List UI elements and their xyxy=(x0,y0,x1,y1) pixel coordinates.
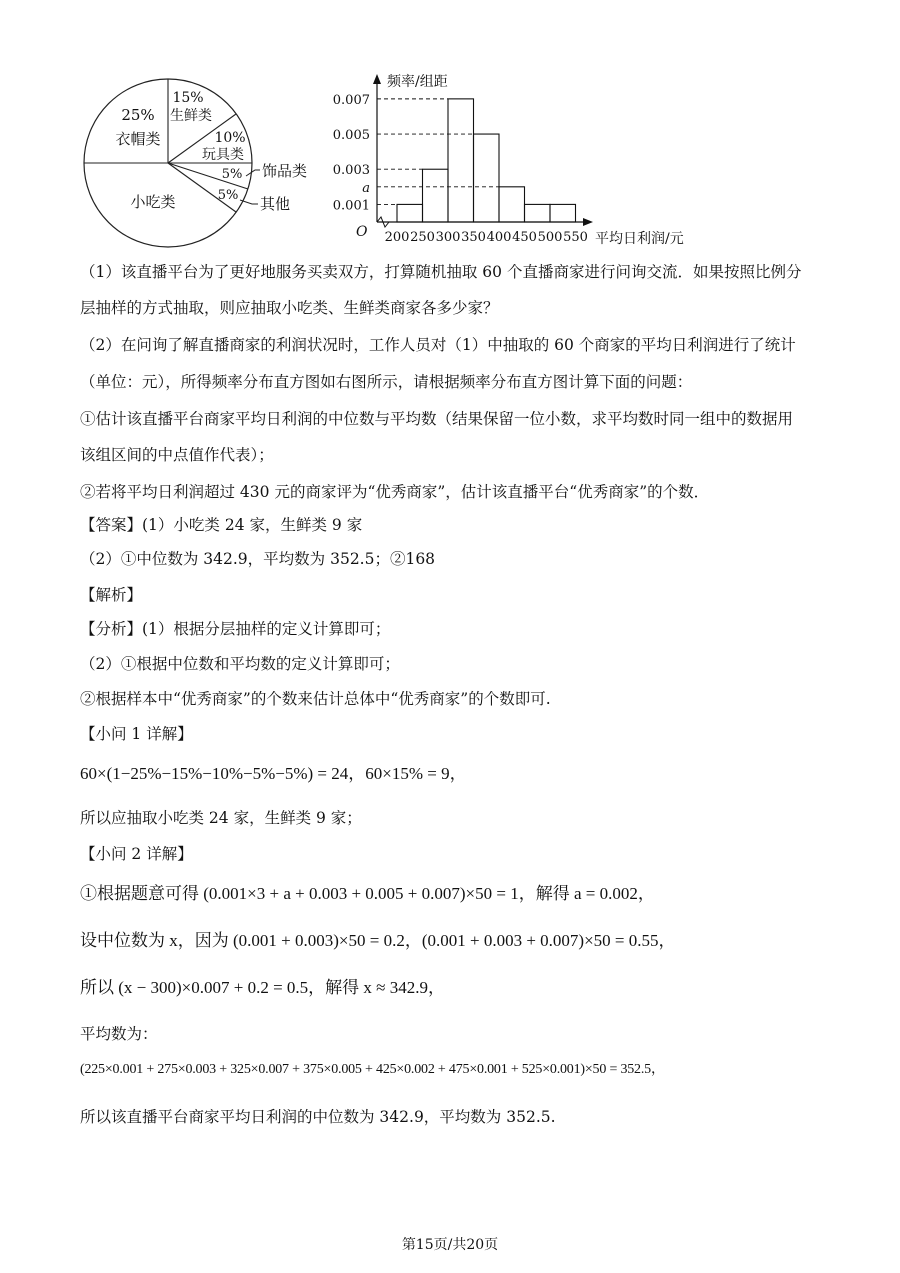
histogram-bar xyxy=(499,187,525,222)
histogram-bar xyxy=(525,204,551,222)
pie-chart xyxy=(84,79,307,247)
histogram-bar xyxy=(448,99,474,222)
histogram-bar xyxy=(397,204,423,222)
figures-svg xyxy=(60,60,780,270)
x-tick-label: 300 xyxy=(435,230,461,245)
y-tick-label: 0.001 xyxy=(332,198,370,214)
histogram-bar xyxy=(423,169,449,222)
pie-name-xiaochi: 小吃类 xyxy=(130,193,176,211)
y-tick-label: 0.007 xyxy=(332,92,370,108)
pie-name-qita: 其他 xyxy=(260,195,291,213)
pie-name-wanju: 玩具类 xyxy=(202,147,244,163)
text-line: ①估计该直播平台商家平均日利润的中位数与平均数（结果保留一位小数，求平均数时同一组中的数据用 xyxy=(80,410,794,428)
x-tick-label: 500 xyxy=(537,230,563,245)
text-line: 【分析】(1）根据分层抽样的定义计算即可； xyxy=(80,620,391,638)
text-line: 所以该直播平台商家平均日利润的中位数为 342.9，平均数为 352.5. xyxy=(80,1108,556,1126)
formula-line: 60×(1−25%−15%−10%−5%−5%) = 24，60×15% = 9， xyxy=(80,764,467,783)
pie-pct-qita: 5% xyxy=(217,188,239,203)
y-axis-label: 频率/组距 xyxy=(387,74,448,90)
pie-name-shipin: 饰品类 xyxy=(262,162,308,180)
analysis-label: 【解析】 xyxy=(80,586,143,604)
formula-line: 所以 (x − 300)×0.007 + 0.2 = 0.5，解得 x ≈ 342.9， xyxy=(80,978,446,997)
histogram-bar xyxy=(474,134,500,222)
y-tick-label: 0.005 xyxy=(332,128,370,144)
answer-label: 【答案】(1）小吃类 24 家，生鲜类 9 家 xyxy=(80,516,363,534)
text-line: （2）①根据中位数和平均数的定义计算即可； xyxy=(80,655,400,673)
text-line: ②若将平均日利润超过 430 元的商家评为“优秀商家”，估计该直播平台“优秀商家”的个数． xyxy=(80,483,710,501)
pie-pct-shengxian: 15% xyxy=(172,90,204,106)
y-tick-label: a xyxy=(362,180,370,196)
formula-line: ①根据题意可得 (0.001×3 + a + 0.003 + 0.005 + 0.007)×50 = 1，解得 a = 0.002， xyxy=(80,884,655,903)
pie-name-shengxian: 生鲜类 xyxy=(170,108,212,124)
text-line: ②根据样本中“优秀商家”的个数来估计总体中“优秀商家”的个数即可. xyxy=(80,690,551,708)
formula-line: (225×0.001 + 275×0.003 + 325×0.007 + 375×0.005 + 425×0.002 + 475×0.001 + 525×0.001)×50 = 352.5， xyxy=(80,1062,665,1077)
x-tick-label: 350 xyxy=(461,230,486,245)
text-line: 平均数为： xyxy=(80,1025,158,1043)
pie-pct-shipin: 5% xyxy=(221,167,243,182)
text-line: 层抽样的方式抽取，则应抽取小吃类、生鲜类商家各多少家？ xyxy=(80,299,499,317)
page-footer: 第15页/共20页 xyxy=(401,1237,499,1253)
pie-pct-yimao: 25% xyxy=(121,106,155,124)
histogram-bar xyxy=(550,204,576,222)
formula-line: 设中位数为 x，因为 (0.001 + 0.003)×50 = 0.2，(0.001 + 0.003 + 0.007)×50 = 0.55， xyxy=(80,931,676,950)
subquestion-1-label: 【小问 1 详解】 xyxy=(80,725,193,743)
pie-callout-shipin xyxy=(246,170,260,176)
x-tick-label: 550 xyxy=(563,230,588,245)
x-tick-label: 250 xyxy=(410,230,435,245)
y-axis-arrow xyxy=(373,74,381,84)
y-tick-label: 0.003 xyxy=(332,163,370,179)
x-tick-label: 200 xyxy=(384,230,410,245)
text-line: （2）在问询了解直播商家的利润状况时，工作人员对（1）中抽取的 60 个商家的平均日利润进行了统计 xyxy=(80,336,796,354)
text-line: 所以应抽取小吃类 24 家，生鲜类 9 家； xyxy=(80,809,362,827)
x-tick-label: 450 xyxy=(512,230,537,245)
x-tick-label: 400 xyxy=(486,230,512,245)
pie-pct-wanju: 10% xyxy=(214,130,246,146)
origin-label: O xyxy=(356,224,368,240)
text-line: 该组区间的中点值作代表）； xyxy=(80,446,274,464)
x-axis-arrow xyxy=(583,218,593,226)
pie-name-yimao: 衣帽类 xyxy=(115,130,161,148)
text-line: （1）该直播平台为了更好地服务买卖双方，打算随机抽取 60 个直播商家进行问询交流．如果按照比例分 xyxy=(80,263,802,281)
histogram xyxy=(333,74,684,247)
subquestion-2-label: 【小问 2 详解】 xyxy=(80,845,193,863)
text-line: （2）①中位数为 342.9，平均数为 352.5；②168 xyxy=(80,550,436,568)
x-axis-label: 平均日利润/元 xyxy=(595,231,684,247)
text-line: （单位：元），所得频率分布直方图如右图所示，请根据频率分布直方图计算下面的问题： xyxy=(80,373,693,391)
figures xyxy=(60,60,780,270)
